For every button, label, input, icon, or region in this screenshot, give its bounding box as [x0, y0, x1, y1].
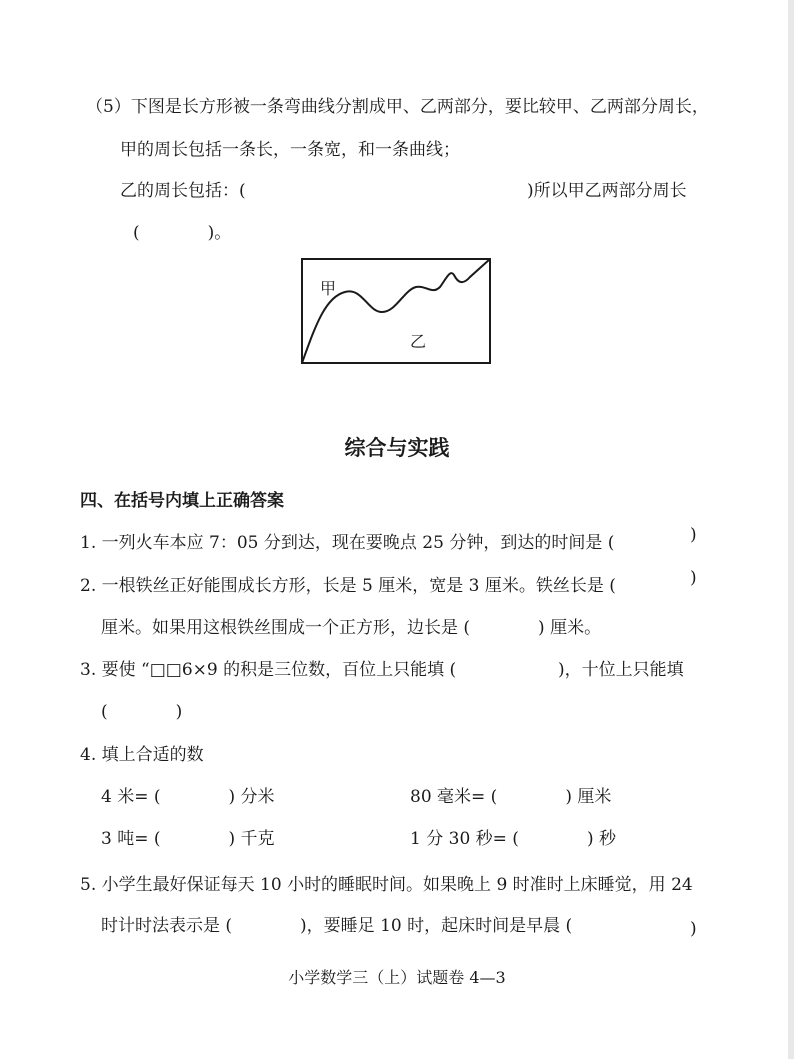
rectangle-curve-diagram [300, 257, 492, 365]
part4-heading: 四、在括号内填上正确答案 [80, 491, 284, 511]
q4-heading: 4. 填上合适的数 [80, 745, 204, 765]
q5-line1: （5）下图是长方形被一条弯曲线分割成甲、乙两部分，要比较甲、乙两部分周长， [86, 97, 709, 117]
section-title: 综合与实践 [344, 436, 450, 460]
q5b-close-paren: ) [690, 919, 697, 939]
q4-item-c: 3 吨= ( ) 千克 [101, 829, 275, 849]
q4-item-d: 1 分 30 秒= ( ) 秒 [410, 829, 616, 849]
q3-line1-end: )，十位上只能填 [558, 660, 684, 680]
q2-line2: 厘米。如果用这根铁丝围成一个正方形，边长是 ( ) 厘米。 [101, 618, 602, 638]
q5-line3-start: 乙的周长包括：( [120, 181, 246, 201]
q3-line2: ( ) [101, 702, 183, 722]
q5-line2: 甲的周长包括一条长，一条宽，和一条曲线； [120, 140, 460, 160]
q5-line3-end: )所以甲乙两部分周长 [527, 181, 687, 201]
q4-item-a: 4 米= ( ) 分米 [101, 787, 275, 807]
q3-line1-start: 3. 要使 “□□6×9 的积是三位数，百位上只能填 ( [80, 660, 457, 680]
q5b-line1: 5. 小学生最好保证每天 10 小时的睡眠时间。如果晚上 9 时准时上床睡觉，用 24 [80, 875, 693, 895]
label-yi: 乙 [410, 332, 427, 351]
q5-answer-blank: ( )。 [133, 223, 232, 243]
dividing-curve [302, 259, 490, 363]
q1-text: 1. 一列火车本应 7：05 分到达，现在要晚点 25 分钟，到达的时间是 ( [80, 533, 615, 553]
q2-close-paren: ) [690, 568, 697, 588]
page-edge-shadow [788, 0, 794, 1059]
q5b-line2: 时计时法表示是 ( )，要睡足 10 时，起床时间是早晨 ( [101, 916, 573, 936]
q4-item-b: 80 毫米= ( ) 厘米 [410, 787, 612, 807]
q1-close-paren: ) [690, 525, 697, 545]
rectangle-figure [300, 257, 492, 365]
rectangle-outline [302, 259, 490, 363]
page-footer: 小学数学三（上）试题卷 4—3 [288, 968, 506, 987]
label-jia: 甲 [320, 279, 337, 298]
q2-line1: 2. 一根铁丝正好能围成长方形，长是 5 厘米，宽是 3 厘米。铁丝长是 ( [80, 576, 616, 596]
